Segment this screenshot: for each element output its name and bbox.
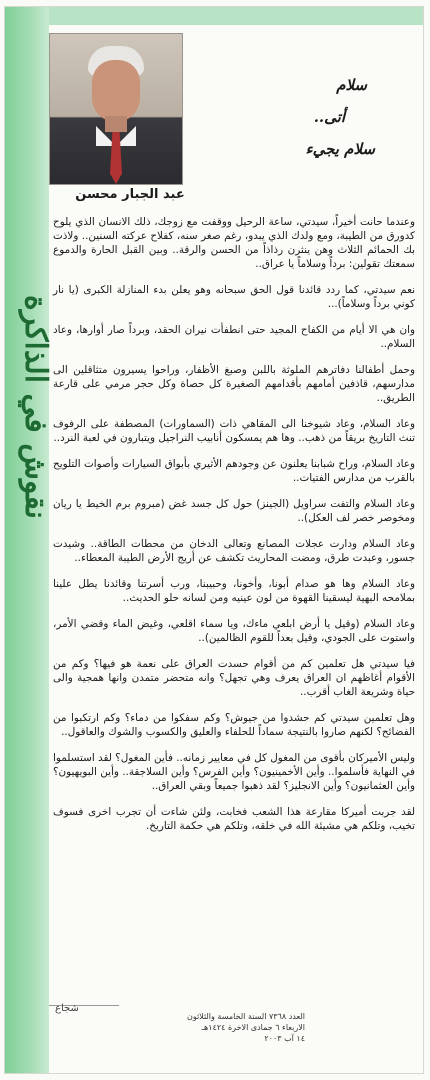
headline bbox=[255, 69, 375, 165]
paragraph: وهل تعلمين سيدتي كم حشدوا من جيوش؟ وكم سفكوا من دماء؟ وكم ارتكبوا من الفضائح؟ لكنهم صاروا بالنتيجة سماداً للحلفاء والعليق والكسوب والشوك والعاقول.. bbox=[53, 712, 415, 738]
issue-footer bbox=[105, 1011, 305, 1044]
paragraph: وعاد السلام ودارت عجلات المصانع وتعالى الدخان من محطات الطاقة.. وشيدت جسور، وعبدت طرق، ومضت المحاريث تكشف عن أريج الأرض الطيبة المعطاء.. bbox=[53, 538, 415, 564]
headline-line: سلام bbox=[336, 76, 367, 94]
paragraph: لقد جربت أميركا مقارعة هذا الشعب فخابت، ولئن شاءت أن تجرب اخرى فسوف تخيب، وتلكم هي مشيئة الله في خلقه، وتلكم هي حكمة التاريخ. bbox=[53, 806, 415, 832]
issue-date: ١٤ آب ٢٠٠٣ bbox=[264, 1034, 305, 1043]
paragraph: وحمل أطفالنا دفاترهم الملوثة باللبن وصبغ الأظفار، وراحوا يسيرون متثاقلين الى مدارسهم، قاذفين أمامهم بأقدامهم الصغيرة كل حصاة وكل حجر مرمي على قارعة الطريق.. bbox=[53, 364, 415, 404]
green-top-strip bbox=[5, 7, 424, 25]
author-photo bbox=[49, 33, 183, 185]
issue-number: العدد ٧٣٦٨ السنة الخامسة والثلاثون bbox=[186, 1012, 305, 1021]
paragraph: وعاد السلام (وقيل يا أرض ابلعي ماءك، ويا سماء اقلعي، وغيض الماء وقضي الأمر، واستوت على الجودي، وقيل بعداً للقوم الظالمين).. bbox=[53, 618, 415, 644]
headline-line: سلام يجيء bbox=[305, 140, 375, 158]
author-name: عبد الجبار محسن bbox=[75, 187, 185, 202]
paragraph: وعندما حانت أخيراً، سيدتي، ساعة الرحيل ووقفت مع زوجك، ذلك الانسان الذي يلوح كدورق من الطيبة، ومع ولدك الذي يبدو، رغم صغر سنه، كفلاح عركته السنين.. ولاذت بك الحمائم الثلاث وهن ينثرن رذاذاً من الحسن والرقة.. وبين القبل الحارة والدموع سمعتك تقولين: برداً وسلاماً يا عراق.. bbox=[53, 216, 415, 270]
paragraph: وعاد السلام والتفت سراويل (الجينز) حول كل جسد غض (مبروم برم الخيط يا ريان ومخوصر خصر لف العكل).. bbox=[53, 498, 415, 524]
headline-line: أتى.. bbox=[313, 108, 345, 126]
signature: شجاع bbox=[55, 1003, 79, 1014]
issue-date-hijri: الاربعاء ٦ جمادى الاخرة ١٤٢٤هـ bbox=[201, 1023, 305, 1032]
paragraph: نعم سيدتي، كما ردد قائدنا قول الحق سبحانه وهو يعلن بدء المنازلة الكبرى (يا نار كوني برداً وسلاماً)... bbox=[53, 284, 415, 310]
paragraph: وليس الأميركان بأقوى من المغول كل في معايير زمانه.. فأين المغول؟ لقد استسلموا في النهاية فأسلموا.. وأين الأخمينيون؟ وأين الفرس؟ وأين السلاجقة.. وأين البويهيون؟ وأين العثمانيون؟ وأين الانجليز؟ لقد ذهبوا جميعاً وبقي العراق.. bbox=[53, 752, 415, 792]
paragraph: وان هي الا أيام من الكفاح المجيد حتى انطفأت نيران الحقد، وبرداً صار أوارها، وعاد السلام.. bbox=[53, 324, 415, 350]
newspaper-clipping bbox=[4, 6, 424, 1074]
paragraph: فيا سيدتي هل تعلمين كم من أقوام حسدت العراق على نعمة هو فيها؟ وكم من الأقوام أغاظهم ان العراق يعرف وهي تجهل؟ وانه متحضر متمدن وانها همجية والى حياة وشريعة الغاب أقرب.. bbox=[53, 658, 415, 698]
column-title: نقوش في الذاكرة bbox=[18, 295, 53, 519]
article-body bbox=[53, 215, 415, 845]
paragraph: وعاد السلام، وراح شبابنا يعلنون عن وجودهم الأثيري بأبواق السيارات وأصوات التلويح بالقرب من مدارس الفتيات.. bbox=[53, 458, 415, 484]
paragraph: وعاد السلام وها هو صدام أبونا، وأخونا، وحبيبنا، ورب أسرتنا وقائدنا يطل علينا بملامحه البهية ليسقينا القهوة من لون عينيه ومن لسانه حلو الحديث.. bbox=[53, 578, 415, 604]
paragraph: وعاد السلام، وعاد شيوخنا الى المقاهي ذات (السماورات) المصطفة على الرفوف تنث التاريخ بريقاً من ذهب.. وها هم يمسكون أنابيب النراجيل ويتبارون في لعبة النرد.. bbox=[53, 418, 415, 444]
